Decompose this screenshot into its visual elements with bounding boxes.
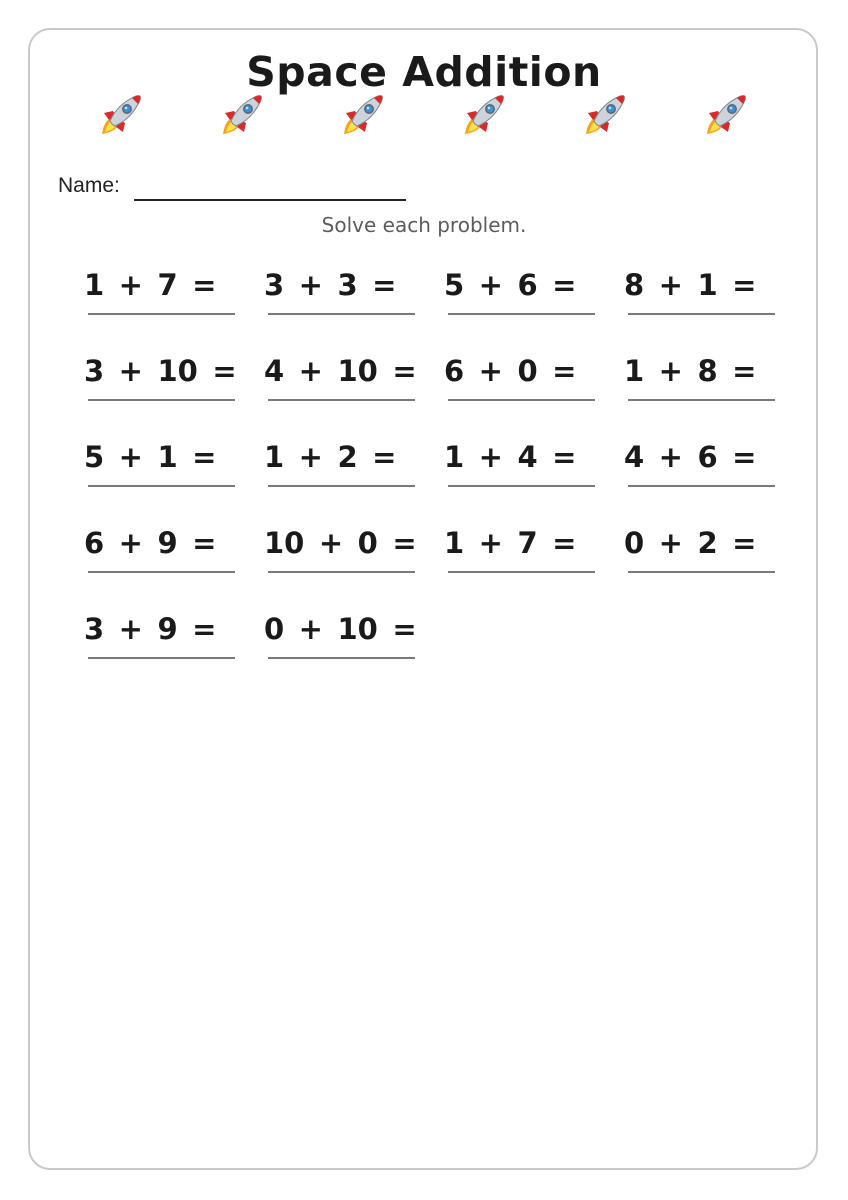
- problem-expression: 1 + 4 =: [444, 440, 577, 474]
- problem-expression: 3 + 9 =: [84, 612, 217, 646]
- problem-item: [444, 440, 596, 500]
- problem-expression: 6 + 9 =: [84, 526, 217, 560]
- problem-item: [624, 268, 776, 328]
- answer-line[interactable]: [88, 571, 235, 573]
- name-field[interactable]: [134, 199, 406, 201]
- problem-item: [84, 268, 236, 328]
- problem-expression: 1 + 2 =: [264, 440, 397, 474]
- problem-expression: 1 + 7 =: [444, 526, 577, 560]
- problem-expression: 4 + 10 =: [264, 354, 417, 388]
- problem-expression: 0 + 10 =: [264, 612, 417, 646]
- answer-line[interactable]: [268, 571, 415, 573]
- answer-line[interactable]: [628, 571, 775, 573]
- problem-expression: 5 + 1 =: [84, 440, 217, 474]
- problem-item: [444, 268, 596, 328]
- problem-expression: 5 + 6 =: [444, 268, 577, 302]
- problem-item: [84, 526, 236, 586]
- answer-line[interactable]: [628, 313, 775, 315]
- problem-item: [624, 440, 776, 500]
- problem-item: [264, 268, 416, 328]
- rocket-icon: [342, 92, 386, 136]
- answer-line[interactable]: [268, 399, 415, 401]
- rocket-icon: [463, 92, 507, 136]
- name-label: Name:: [58, 174, 120, 197]
- problem-item: [264, 354, 417, 414]
- answer-line[interactable]: [448, 399, 595, 401]
- instruction-text: Solve each problem.: [321, 213, 527, 237]
- rocket-icon: [100, 92, 144, 136]
- problem-expression: 8 + 1 =: [624, 268, 757, 302]
- problem-expression: 1 + 8 =: [624, 354, 757, 388]
- problem-expression: 4 + 6 =: [624, 440, 757, 474]
- answer-line[interactable]: [268, 485, 415, 487]
- problem-item: [264, 526, 417, 586]
- answer-line[interactable]: [88, 657, 235, 659]
- answer-line[interactable]: [448, 571, 595, 573]
- worksheet-title: Space Addition: [246, 48, 602, 96]
- answer-line[interactable]: [628, 399, 775, 401]
- problem-item: [84, 440, 236, 500]
- answer-line[interactable]: [448, 313, 595, 315]
- problem-expression: 0 + 2 =: [624, 526, 757, 560]
- problem-item: [264, 440, 416, 500]
- answer-line[interactable]: [628, 485, 775, 487]
- problem-expression: 3 + 3 =: [264, 268, 397, 302]
- problem-item: [84, 354, 237, 414]
- problem-item: [84, 612, 236, 672]
- problem-item: [624, 354, 776, 414]
- answer-line[interactable]: [448, 485, 595, 487]
- problem-item: [444, 354, 596, 414]
- problem-expression: 3 + 10 =: [84, 354, 237, 388]
- answer-line[interactable]: [88, 485, 235, 487]
- problem-item: [444, 526, 596, 586]
- rocket-icon: [584, 92, 628, 136]
- rocket-icon: [221, 92, 265, 136]
- problem-item: [264, 612, 417, 672]
- problem-expression: 10 + 0 =: [264, 526, 417, 560]
- problem-expression: 1 + 7 =: [84, 268, 217, 302]
- answer-line[interactable]: [268, 313, 415, 315]
- problem-expression: 6 + 0 =: [444, 354, 577, 388]
- problem-item: [624, 526, 776, 586]
- rocket-icon: [705, 92, 749, 136]
- answer-line[interactable]: [88, 313, 235, 315]
- answer-line[interactable]: [268, 657, 415, 659]
- answer-line[interactable]: [88, 399, 235, 401]
